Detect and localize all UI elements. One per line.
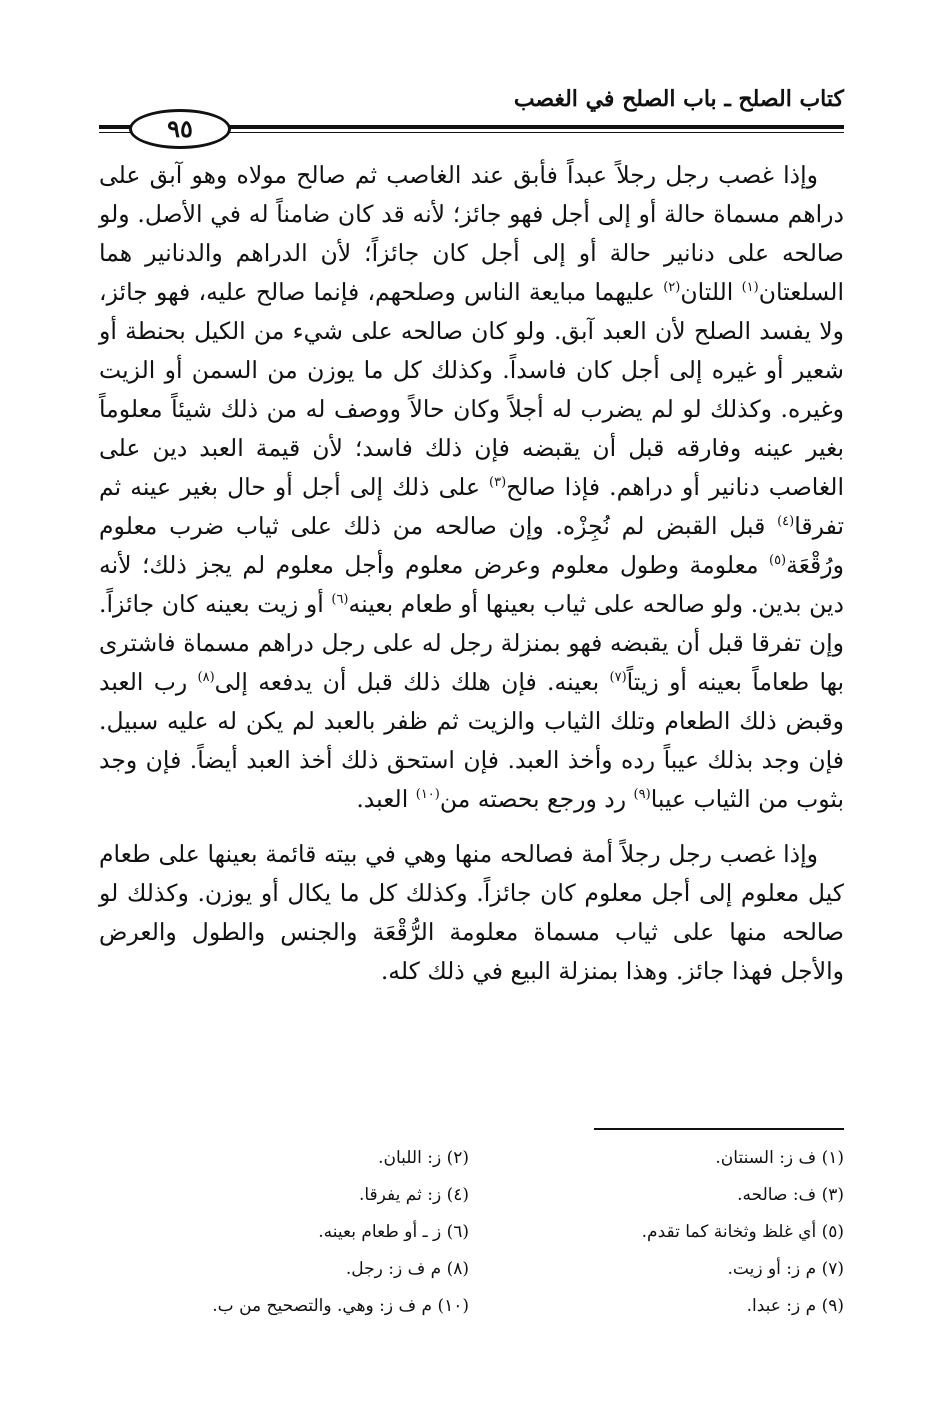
text-run: وإذا غصب رجل رجلاً عبداً فأبق عند الغاصب ثم صالح مولاه وهو آبق على دراهم مسماة حالة أو إلى أجل فهو جائز؛ لأنه قد كان ضامناً له في الأصل. ولو صالحه على دنانير حالة أو إلى أجل كان جائزاً؛ لأن الدراهم والدنانير هما السلعتان (99, 161, 844, 306)
footnote-text: أي غلظ وثخانة كما تقدم. (641, 1222, 817, 1242)
footnote-ref-4: (٤) (777, 514, 795, 530)
footnote-number: (٨) (446, 1259, 469, 1279)
footnotes-separator (594, 1128, 844, 1130)
text-run: رد ورجع بحصته من (439, 785, 634, 813)
footnote-number: (١٠) (437, 1296, 469, 1316)
footnote-ref-6: (٦) (331, 592, 349, 608)
footnote-2 (378, 1140, 469, 1177)
footnote-number: (٢) (446, 1148, 469, 1168)
footnote-number: (١) (821, 1148, 844, 1168)
footnote-ref-8: (٨) (197, 670, 215, 686)
footnote-4 (359, 1177, 469, 1214)
text-run: قبل القبض لم نُجِزْه. وإن صالحه من ذلك على ثياب ضرب معلوم ورُقْعَة (99, 512, 844, 579)
footnote-1 (715, 1140, 844, 1177)
text-run: العبد. (356, 785, 416, 813)
footnote-number: (٦) (446, 1222, 469, 1242)
footnote-text: ز: ثم يفرقا. (358, 1185, 442, 1205)
footnote-text: م ف ز: وهي. والتصحيح من ب. (212, 1296, 433, 1316)
footnote-6 (318, 1214, 469, 1251)
footnote-3 (737, 1177, 844, 1214)
main-text (99, 156, 844, 991)
text-run: معلومة وطول معلوم وعرض معلوم وأجل معلوم لم يجز ذلك؛ لأنه دين بدين. ولو صالحه على ثياب بعينها أو طعام بعينه (99, 551, 844, 618)
paragraph-2 (99, 835, 844, 991)
footnote-number: (٥) (821, 1222, 844, 1242)
footnote-text: ز ـ أو طعام بعينه. (318, 1222, 442, 1242)
text-run: بعينه. فإن هلك ذلك قبل أن يدفعه إلى (214, 668, 610, 696)
footnote-text: م ز: أو زيت. (727, 1259, 817, 1279)
footnote-ref-7: (٧) (609, 670, 627, 686)
footnote-ref-5: (٥) (768, 553, 787, 569)
footnote-8 (346, 1251, 469, 1288)
paragraph-1 (99, 156, 844, 819)
footnote-7 (728, 1251, 844, 1288)
footnote-ref-2: (٢) (663, 280, 681, 296)
footnote-number: (٤) (446, 1185, 469, 1205)
footnote-9 (747, 1288, 844, 1325)
text-run: وإذا غصب رجل رجلاً أمة فصالحه منها وهي في بيته قائمة بعينها على طعام كيل معلوم إلى أجل معلوم كان جائزاً. وكذلك كل ما يكال أو يوزن. وكذلك لو صالحه منها على ثياب مسماة معلومة الرُّقْعَة والجنس والطول والعرض والأجل فهذا جائز. وهذا بمنزلة البيع في ذلك كله. (99, 840, 844, 985)
page-header (99, 84, 844, 146)
text-run: على ذلك إلى أجل أو حال بغير عينه ثم تفرقا (99, 473, 844, 540)
footnote-text: م ز: عبدا. (746, 1296, 817, 1316)
running-title: كتاب الصلح ـ باب الصلح في الغصب (513, 86, 844, 112)
footnote-text: ز: اللبان. (378, 1148, 442, 1168)
text-run: عليهما مبايعة الناس وصلحهم، فإنما صالح عليه، فهو جائز، ولا يفسد الصلح لأن العبد آبق. ولو كان صالحه على شيء من الكيل بحنطة أو شعير أو غيره إلى أجل كان فاسداً. وكذلك كل ما يوزن من السمن أو الزيت وغيره. وكذلك لو لم يضرب له أجلاً وكان حالاً ووصف له من ذلك شيئاً معلوماً بغير عينه وفارقه قبل أن يقبضه فإن ذلك فاسد؛ لأن قيمة العبد دين على الغاصب دنانير أو دراهم. فإذا صالح (99, 278, 844, 501)
footnote-number: (٣) (821, 1185, 844, 1205)
footnote-ref-1: (١) (741, 280, 759, 296)
footnote-text: ف ز: السنتان. (715, 1148, 817, 1168)
page-number: ٩٥ (129, 109, 231, 149)
text-run: رب العبد وقبض ذلك الطعام وتلك الثياب والزيت ثم ظفر بالعبد لم يكن له عليه سبيل. فإن وجد بذلك عيباً رده وأخذ العبد. فإن استحق ذلك أخذ العبد أيضاً. فإن وجد بثوب من الثياب عيبا (99, 668, 844, 813)
text-run: اللتان (680, 278, 742, 306)
footnote-number: (٩) (821, 1296, 844, 1316)
footnote-ref-3: (٣) (489, 475, 507, 491)
footnote-text: م ف ز: رجل. (345, 1259, 442, 1279)
footnote-10 (212, 1288, 469, 1325)
footnote-5 (642, 1214, 844, 1251)
text-run: أو زيت بعينه كان جائزاً. وإن تفرقا قبل أن يقبضه فهو بمنزلة رجل له على رجل دراهم مسماة فاشترى بها طعاماً بعينه أو زيتاً (99, 590, 844, 696)
footnote-ref-9: (٩) (633, 787, 651, 803)
footnote-number: (٧) (821, 1259, 844, 1279)
footnote-text: ف: صالحه. (737, 1185, 817, 1205)
footnote-ref-10: (١٠) (415, 787, 440, 803)
